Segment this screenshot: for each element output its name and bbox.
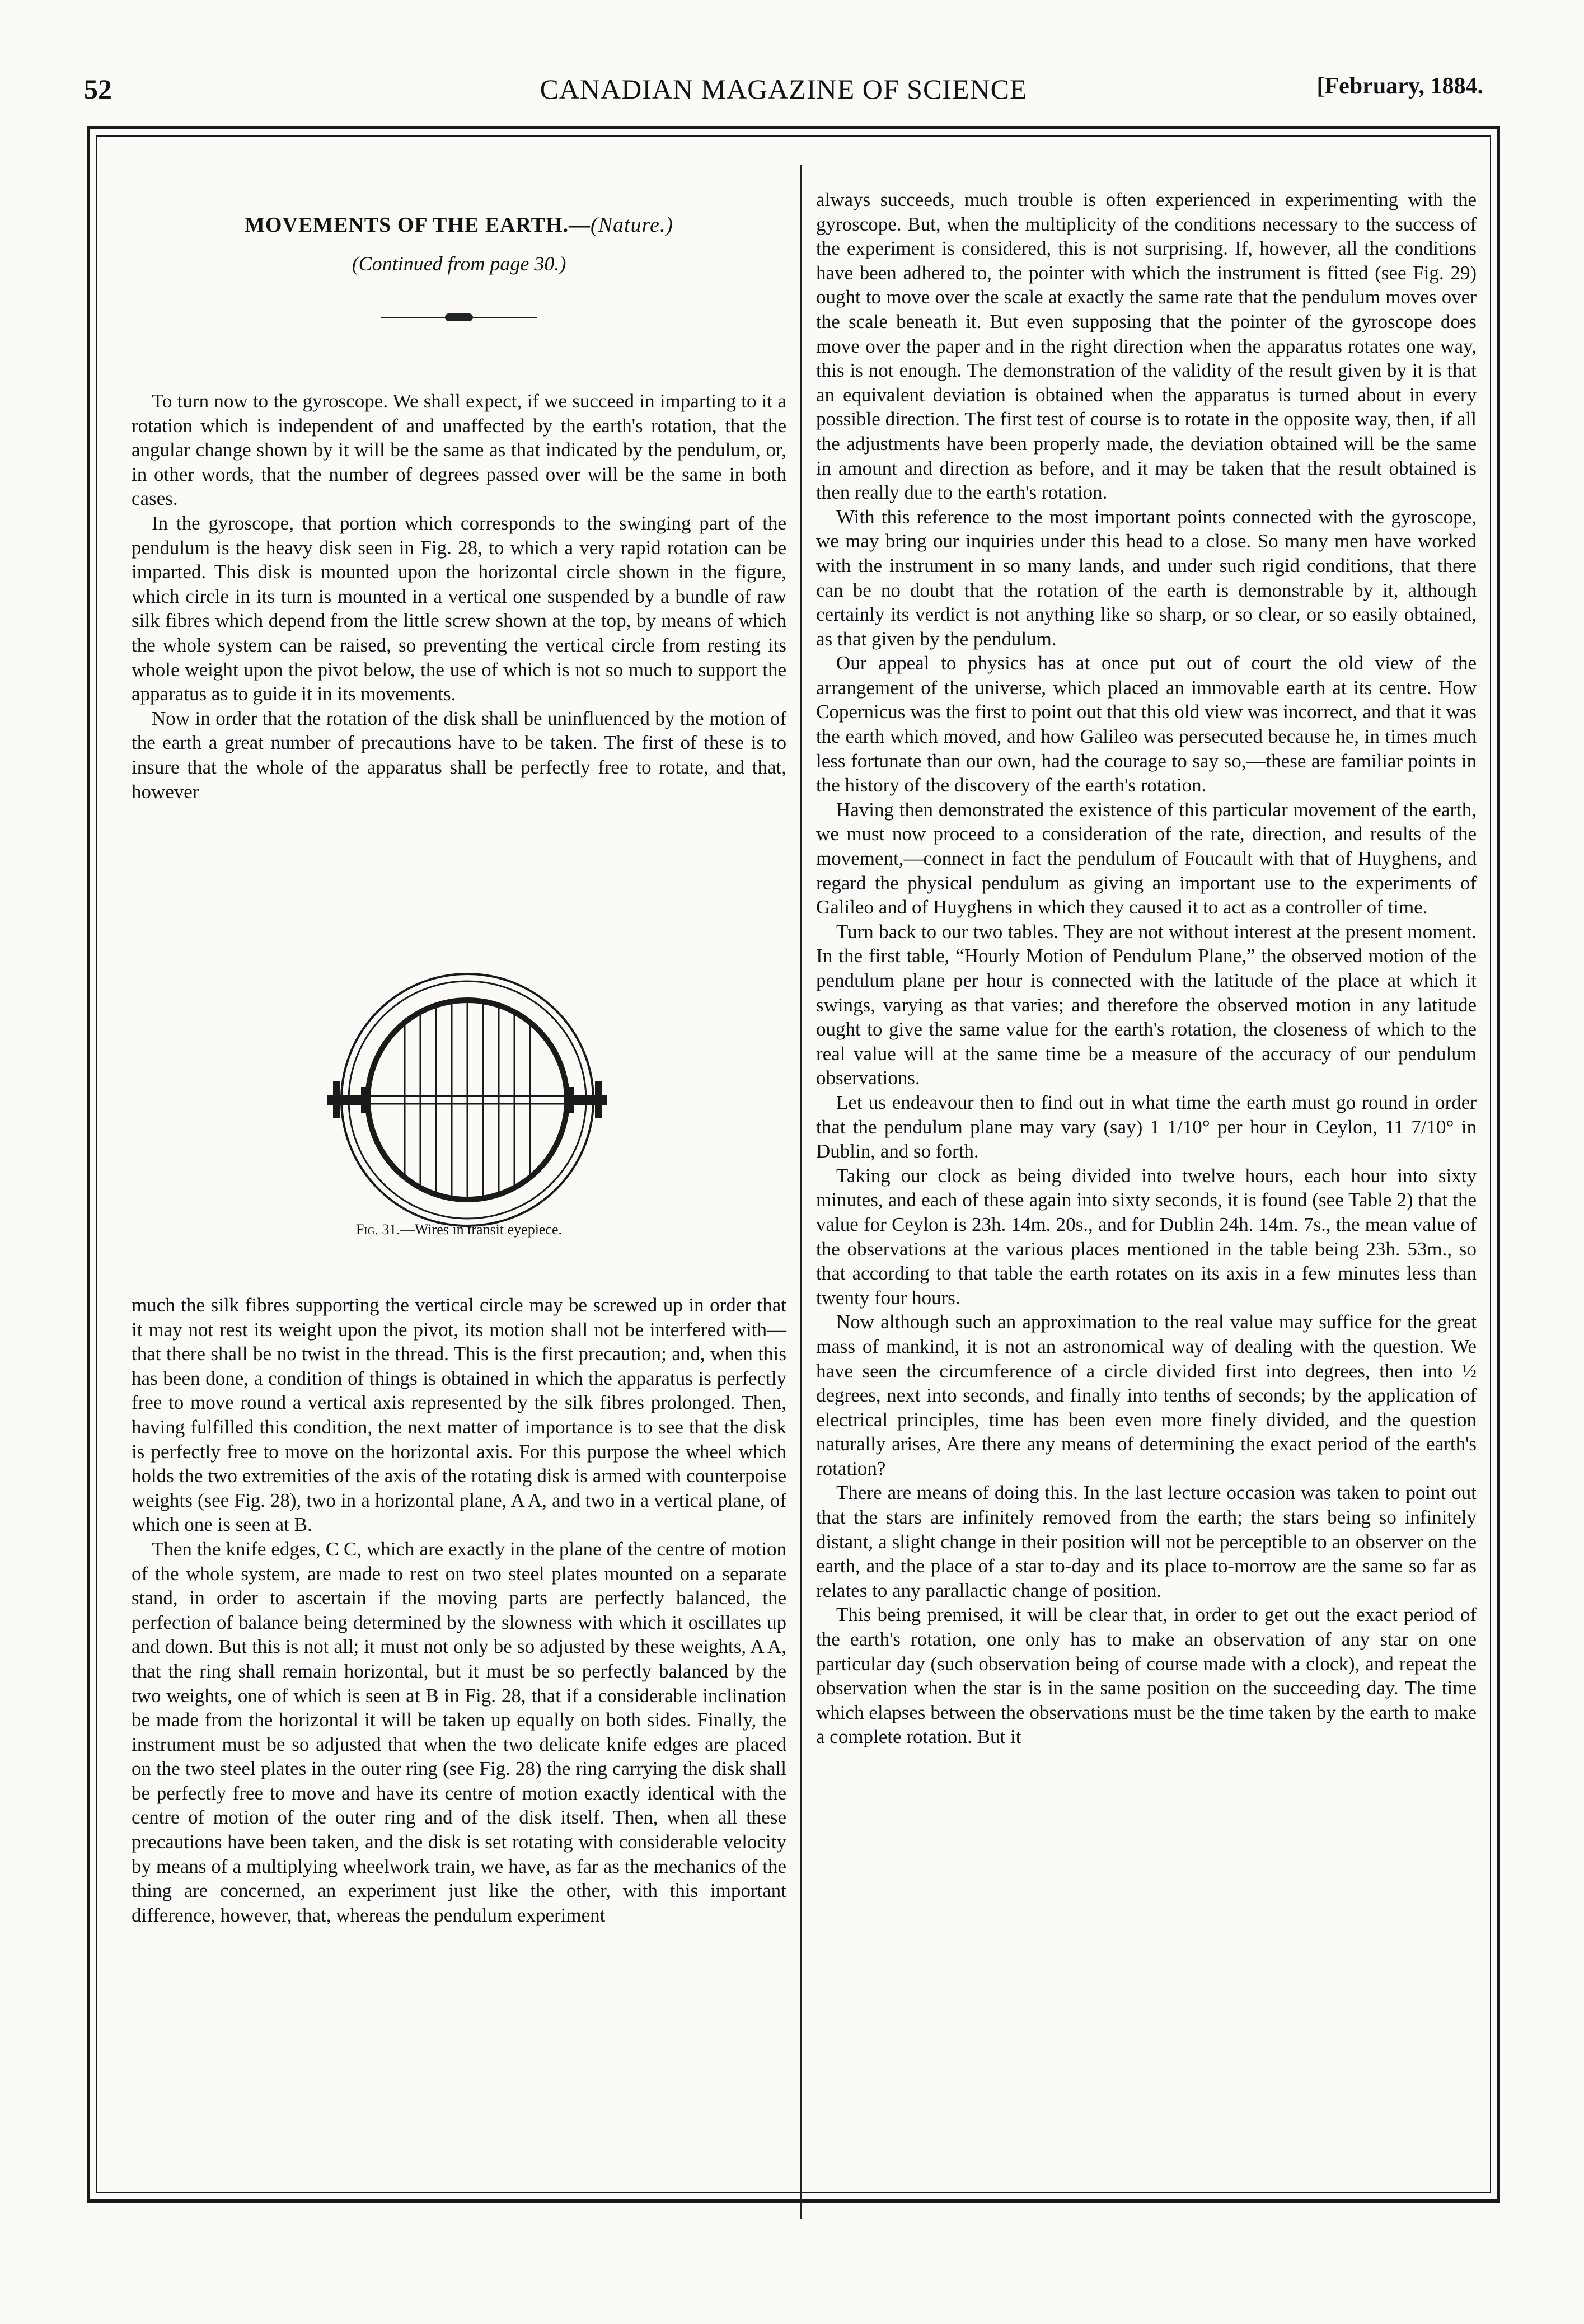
paragraph: To turn now to the gyroscope. We shall expect, if we succeed in imparting to it a rotation which is independent of and unaffected by the earth's rotation, that the angular change shown by it will be the same as that indicated by the pendulum, or, in other words, that the number of degrees passed over will be the same in both cases.	[132, 390, 786, 510]
left-column-top	[132, 389, 786, 804]
left-column-bottom	[132, 1293, 786, 1927]
figure-31	[311, 963, 624, 1237]
paragraph: Let us endeavour then to find out in what time the earth must go round in order that the pendulum plane may vary (say) 1 1/10° per hour in Ceylon, 11 7/10° in Dublin, and so forth.	[816, 1091, 1477, 1163]
paragraph: much the silk fibres supporting the vertical circle may be screwed up in order that it may not rest its weight upon the pivot, its motion shall not be interfered with—that there shall be no twist in the thread. This is the first precaution; and, when this has been done, a condition of things is obtained in which the apparatus is perfectly free to move round a vertical axis represented by the silk fibres prolonged. Then, having fulfilled this condition, the next matter of importance is to see that the disk is perfectly free to move on the horizontal axis. For this purpose the wheel which holds the two extremities of the axis of the rotating disk is armed with counterpoise weights (see Fig. 28), two in a horizontal plane, A A, and two in a vertical plane, of which one is seen at B.	[132, 1294, 786, 1536]
paragraph: There are means of doing this. In the last lecture occasion was taken to point out that the stars are infinitely removed from the earth; the stars being so infinitely distant, a slight change in their position will not be perceptible to an observer on the earth, and the place of a star to-day and its place to-morrow are the same so far as relates to any parallactic change of position.	[816, 1482, 1477, 1601]
paragraph: In the gyroscope, that portion which corresponds to the swinging part of the pendulum is the heavy disk seen in Fig. 28, to which a very rapid rotation can be imparted. This disk is mounted upon the horizontal circle shown in the figure, which circle in its turn is mounted in a vertical one suspended by a bundle of raw silk fibres which depend from the little screw shown at the top, by means of which the whole system can be raised, so preventing the vertical circle from resting its whole weight upon the pivot below, the use of which is not so much to support the apparatus as to guide it in its movements.	[132, 512, 786, 705]
article-title-text: MOVEMENTS OF THE EARTH.—	[244, 213, 591, 237]
article-subtitle: (Continued from page 30.)	[352, 252, 566, 275]
column-divider	[800, 165, 802, 2219]
paragraph: Then the knife edges, C C, which are exactly in the plane of the centre of motion of the whole system, are made to rest on two steel plates mounted on a separate stand, in order to ascertain if the moving parts are perfectly balanced, the perfection of balance being determined by the slowness with which it oscillates up and down. But this is not all; it must not only be so adjusted by these weights, A A, that the ring shall remain horizontal, but it must be so perfectly balanced by the two weights, one of which is seen at B in Fig. 28, that if a considerable inclination be made from the horizontal it will be taken up equally on both sides. Finally, the instrument must be so adjusted that when the two delicate knife edges are placed on the two steel plates in the outer ring (see Fig. 28) the ring carrying the disk shall be perfectly free to move and have its centre of motion exactly identical with the centre of motion of the outer ring and of the disk itself. Then, when all these precautions have been taken, and the disk is set rotating with considerable velocity by means of a multiplying wheelwork train, we have, as far as the mechanics of the thing are concerned, an experiment just like the other, with this important difference, however, that, whereas the pendulum experiment	[132, 1538, 786, 1926]
figure-caption-text: —Wires in transit eyepiece.	[400, 1221, 563, 1238]
article-title	[132, 213, 786, 237]
page-number: 52	[84, 73, 112, 105]
paragraph: Our appeal to physics has at once put out of court the old view of the arrangement of the universe, which placed an immovable earth at its centre. How Copernicus was the first to point out that this old view was incorrect, and that it was the earth which moved, and how Galileo was persecuted because he, in times much less fortunate than our own, had the courage to say so,—these are familiar points in the history of the discovery of the earth's rotation.	[816, 652, 1477, 796]
issue-date: [February, 1884.	[1316, 73, 1483, 99]
page-header	[84, 73, 1483, 118]
magazine-title: CANADIAN MAGAZINE OF SCIENCE	[540, 73, 1028, 105]
paragraph: With this reference to the most important points connected with the gyroscope, we may bring our inquiries under this head to a close. So many men have worked with the instrument in so many lands, and under such rigid conditions, that there can be no doubt that the rotation of the earth is demonstrable by it, although certainly its verdict is not anything like so sharp, or so clear, or so easily obtained, as that given by the pendulum.	[816, 505, 1477, 650]
rule-ornament	[445, 313, 473, 321]
paragraph: Taking our clock as being divided into twelve hours, each hour into sixty minutes, and each of these again into sixty seconds, it is found (see Table 2) that the value for Ceylon is 23h. 14m. 20s., and for Dublin 24h. 14m. 7s., the mean value of the observations at the various places mentioned in the table being 23h. 53m., so that according to that table the earth rotates on its axis in a few minutes less than twenty four hours.	[816, 1164, 1477, 1309]
article-source: (Nature.)	[591, 213, 674, 237]
paragraph: always succeeds, much trouble is often experienced in experimenting with the gyroscope. But, when the multiplicity of the conditions necessary to the success of the experiment is considered, this is not surprising. If, however, all the conditions have been adhered to, the pointer with which the instrument is fitted (see Fig. 29) ought to move over the scale at exactly the same rate that the pendulum moves over the scale beneath it. But even supposing that the pointer of the gyroscope does move over the paper and in the right direction when the apparatus rotates one way, this is not enough. The demonstration of the validity of the result given by it is that an equivalent deviation is obtained when the apparatus is turned about in every possible direction. The first test of course is to rotate in the opposite way, then, if all the adjustments have been properly made, the deviation obtained will be the same in amount and direction as before, and it may be taken that the result obtained is then really due to the earth's rotation.	[816, 189, 1477, 504]
paragraph: Having then demonstrated the existence of this particular movement of the earth, we must now proceed to a consideration of the rate, direction, and results of the movement,—connect in fact the pendulum of Foucault with that of Huyghens, and regard the physical pendulum as giving an important use to the experiments of Galileo and of Huyghens in which they caused it to act as a controller of time.	[816, 798, 1477, 919]
paragraph: Now in order that the rotation of the disk shall be uninfluenced by the motion of the earth a great number of precautions have to be taken. The first of these is to insure that the whole of the apparatus shall be perfectly free to rotate, and that, however	[132, 707, 786, 803]
figure-caption	[132, 1221, 786, 1238]
paragraph: Now although such an approximation to the real value may suffice for the great mass of mankind, it is not an astronomical way of dealing with the question. We have seen the circumference of a circle divided first into degrees, then into ½ degrees, next into seconds, and finally into tenths of seconds; by the application of electrical principles, time has been even more finely divided, and the question naturally arises, Are there any means of determining the exact period of the earth's rotation?	[816, 1311, 1477, 1479]
paragraph: Turn back to our two tables. They are not without interest at the present moment. In the first table, “Hourly Motion of Pendulum Plane,” the observed motion of the pendulum plane per hour is connected with the latitude of the place at which it swings, varying as that varies; and therefore the observed motion in any latitude ought to give the same value for the earth's rotation, the closeness of which to the real value will at the same time be a measure of the accuracy of our pendulum observations.	[816, 920, 1477, 1089]
paragraph: This being premised, it will be clear that, in order to get out the exact period of the earth's rotation, one only has to make an observation of any star on one particular day (such observation being of course made with a clock), and repeat the observation when the star is in the same position on the succeeding day. The time which elapses between the observations must be the time taken by the earth to make a complete rotation. But it	[816, 1604, 1477, 1748]
ornamental-rule	[381, 317, 537, 318]
transit-eyepiece-diagram	[311, 963, 624, 1237]
figure-label: Fig. 31.	[355, 1221, 400, 1238]
right-column	[816, 188, 1477, 1749]
